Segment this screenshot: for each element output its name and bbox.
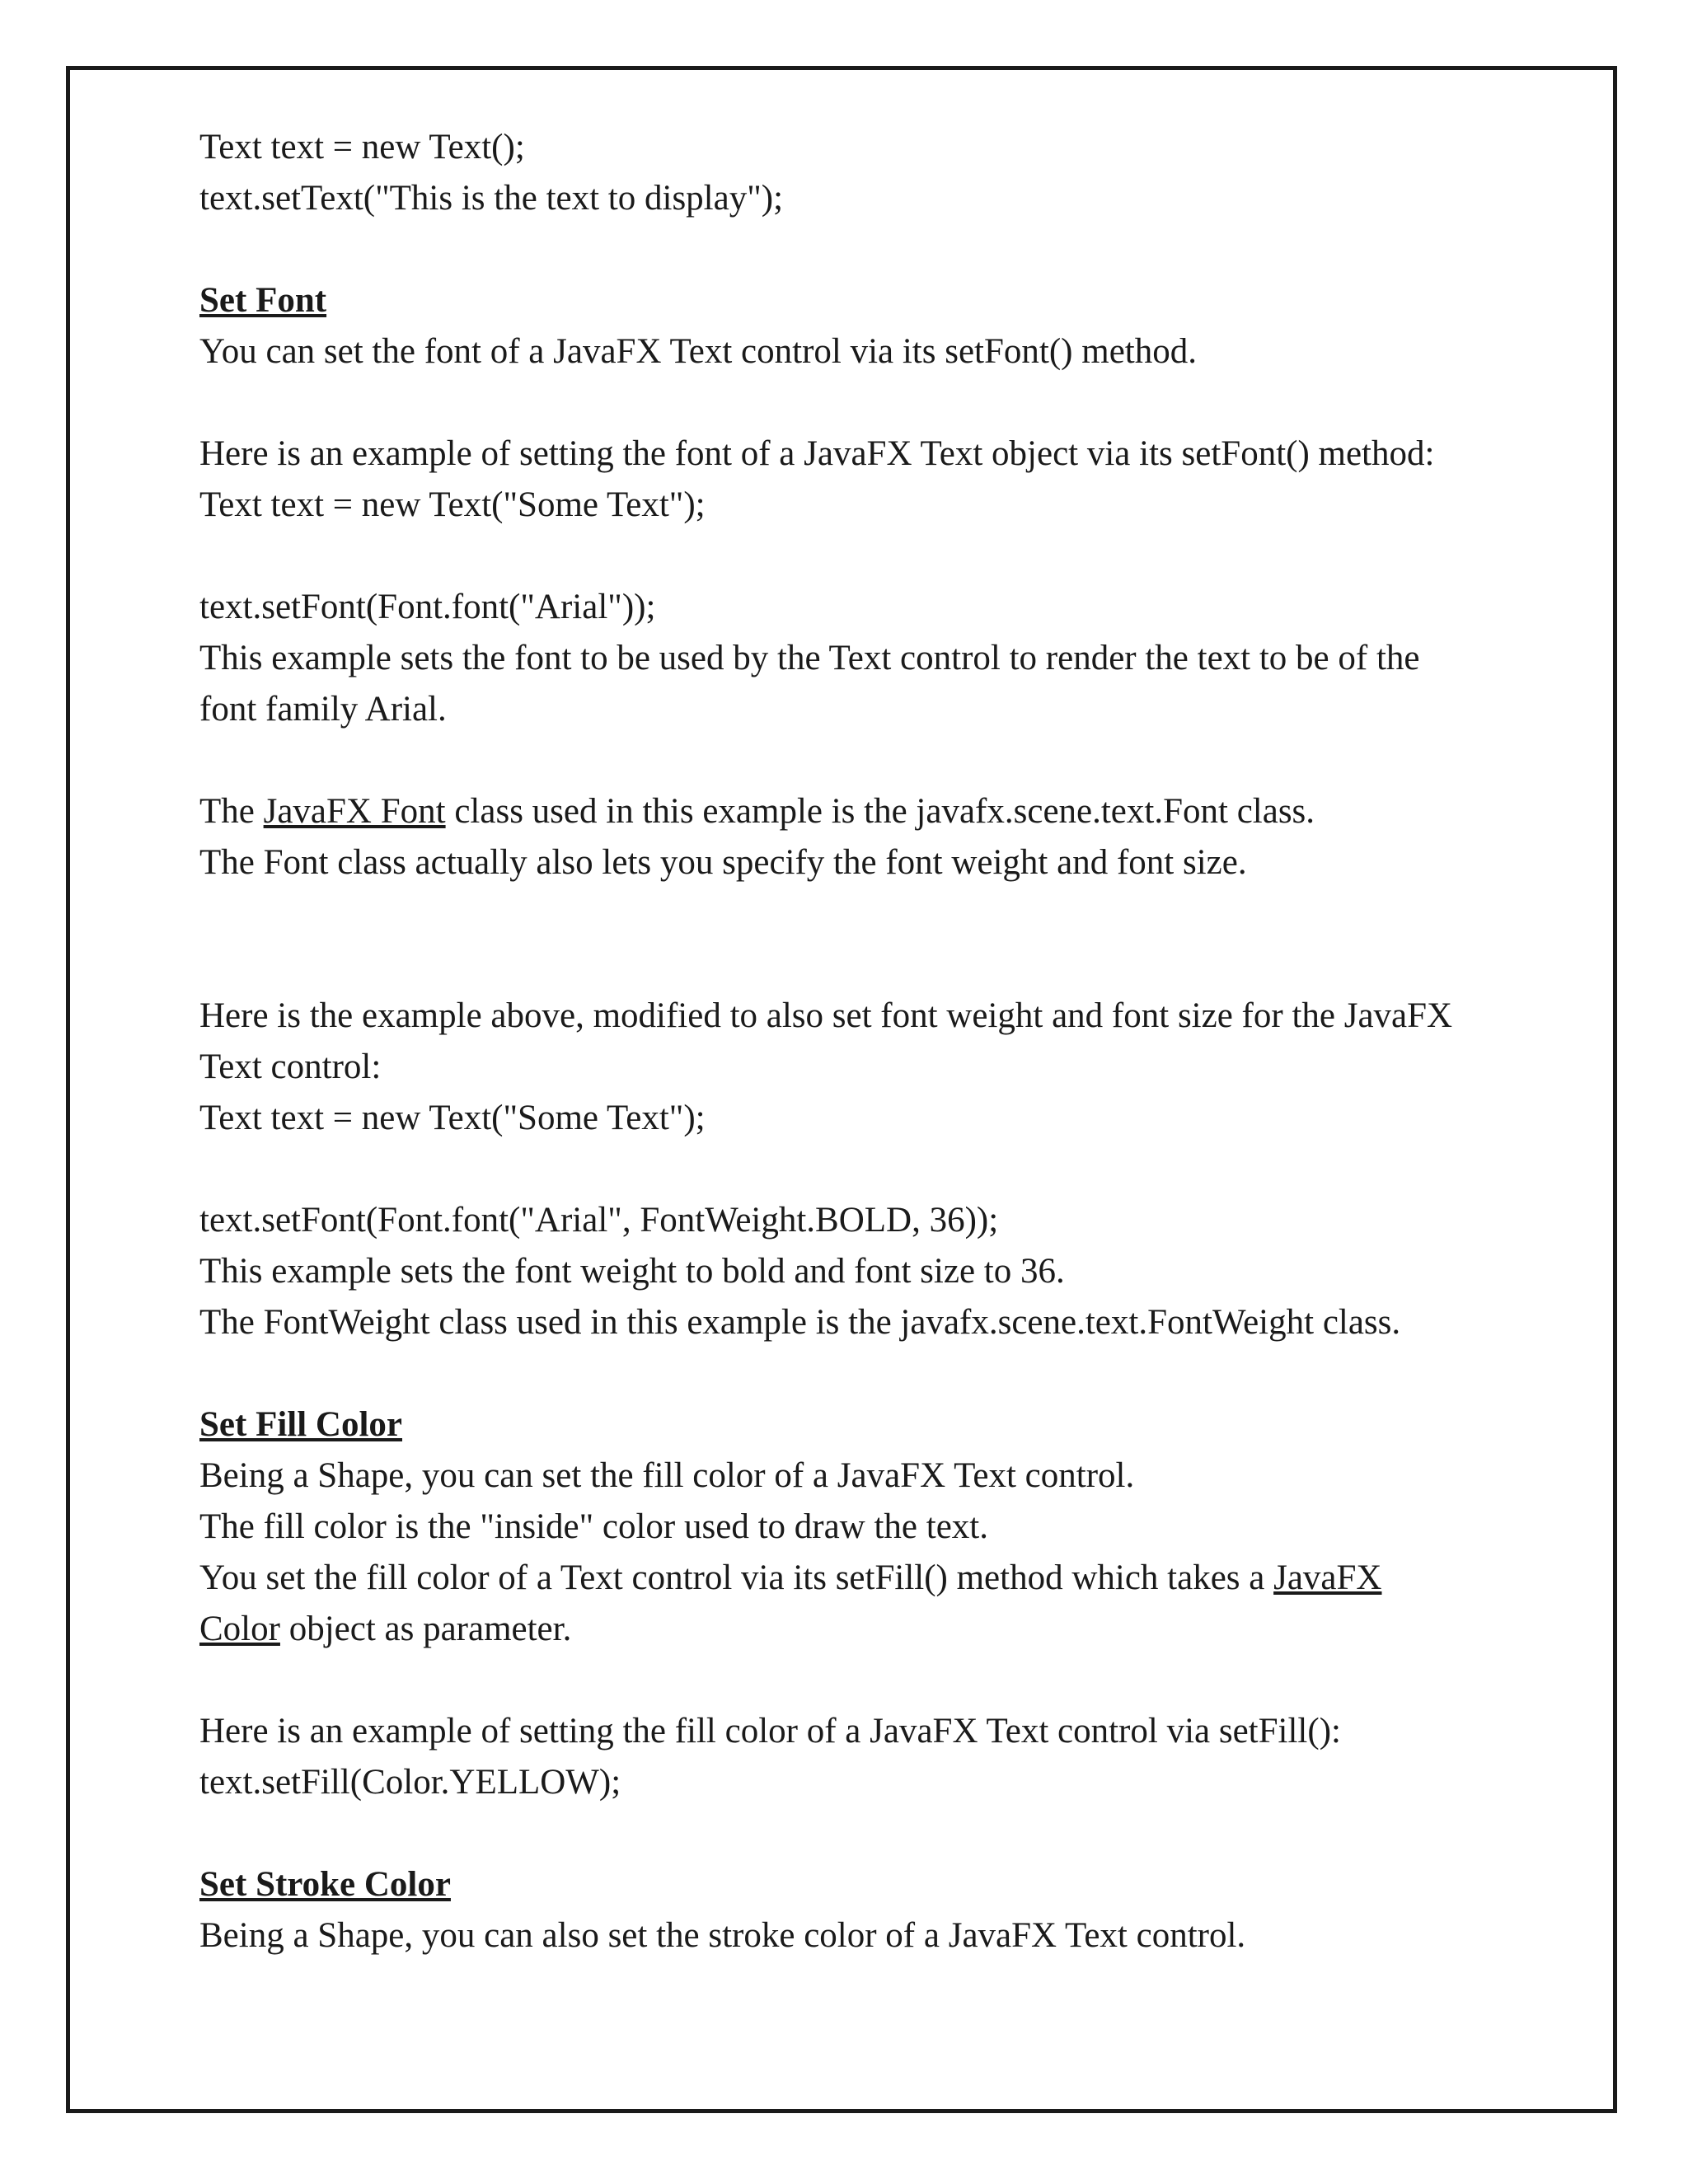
paragraph-line: Here is an example of setting the fill color of a JavaFX Text control via setFill():: [199, 1712, 1341, 1750]
code-line: text.setFill(Color.YELLOW);: [199, 1763, 621, 1802]
paragraph-line: Being a Shape, you can also set the stroke color of a JavaFX Text control.: [199, 1916, 1246, 1955]
text-fragment: class used in this example is the javafx.scene.text.Font class.: [445, 792, 1315, 831]
paragraph-line: Here is the example above, modified to also set font weight and font size for the JavaFX: [199, 996, 1453, 1035]
javafx-color-link[interactable]: JavaFX: [1273, 1558, 1382, 1597]
paragraph-line: The fill color is the "inside" color used to draw the text.: [199, 1507, 988, 1546]
paragraph-line: [199, 1604, 1584, 1655]
code-line: text.setFont(Font.font("Arial"));: [199, 588, 656, 626]
code-line: Text text = new Text();: [199, 128, 525, 166]
code-line: Text text = new Text("Some Text");: [199, 1099, 706, 1137]
heading-set-fill-color: Set Fill Color: [199, 1405, 403, 1444]
code-line: text.setText("This is the text to display");: [199, 179, 784, 218]
paragraph-line: This example sets the font to be used by the Text control to render the text to be of the: [199, 639, 1420, 677]
heading-set-font: Set Font: [199, 281, 327, 320]
text-fragment: object as parameter.: [279, 1610, 572, 1648]
paragraph-line: The Font class actually also lets you specify the font weight and font size.: [199, 843, 1247, 882]
javafx-font-link[interactable]: JavaFX Font: [263, 792, 446, 831]
paragraph-line: Being a Shape, you can set the fill color of a JavaFX Text control.: [199, 1456, 1135, 1495]
paragraph-line: You can set the font of a JavaFX Text control via its setFont() method.: [199, 332, 1197, 371]
code-line: Text text = new Text("Some Text");: [199, 485, 706, 524]
paragraph-line: font family Arial.: [199, 690, 447, 729]
paragraph-line: Text control:: [199, 1047, 382, 1086]
paragraph-line: This example sets the font weight to bold and font size to 36.: [199, 1252, 1065, 1291]
paragraph-line: [199, 786, 1584, 837]
paragraph-line: Here is an example of setting the font of a JavaFX Text object via its setFont() method:: [199, 434, 1435, 473]
javafx-color-link[interactable]: Color: [199, 1610, 280, 1648]
paragraph-line: [199, 1553, 1584, 1604]
text-fragment: You set the fill color of a Text control via its setFill() method which takes a: [199, 1558, 1274, 1597]
paragraph-line: The FontWeight class used in this example is the javafx.scene.text.FontWeight class.: [199, 1303, 1401, 1342]
heading-set-stroke-color: Set Stroke Color: [199, 1865, 451, 1904]
text-fragment: The: [199, 792, 264, 831]
document-content: [199, 122, 1584, 1961]
code-line: text.setFont(Font.font("Arial", FontWeight.BOLD, 36));: [199, 1201, 999, 1240]
